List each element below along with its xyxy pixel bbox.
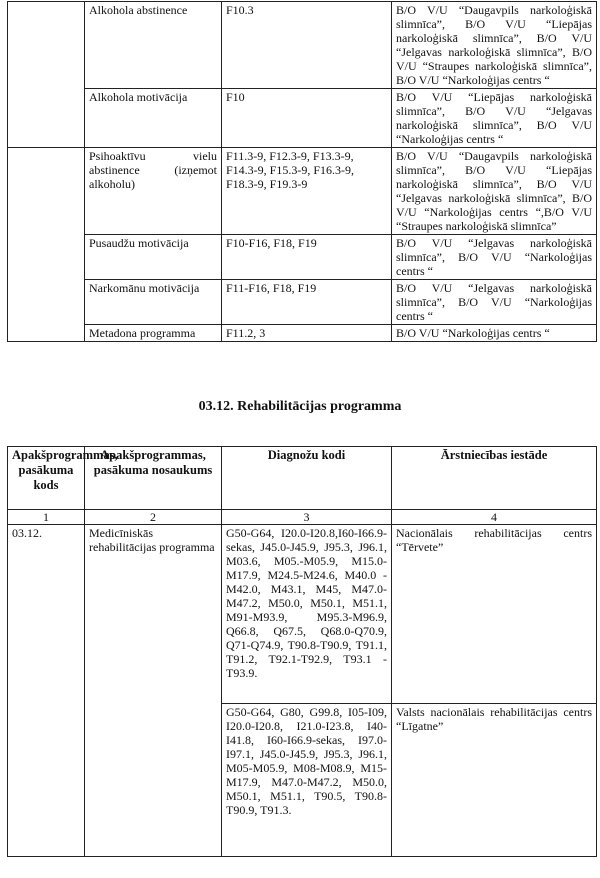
number-row: [8, 510, 597, 525]
diagnosis-codes: F10-F16, F18, F19: [222, 235, 392, 280]
facility-name: B/O V/U “Jelgavas narkoloģiskā slimnīca”, B/O V/U “Narkoloģijas centrs “: [392, 280, 597, 325]
rehabilitation-table: [7, 446, 597, 857]
program-name: Alkohola abstinence: [85, 2, 222, 89]
empty-code-cell: [8, 89, 85, 148]
col-number: 1: [8, 510, 85, 525]
table-row: [8, 280, 597, 325]
program-name: Pusaudžu motivācija: [85, 235, 222, 280]
table-row: [8, 2, 597, 89]
header-name: Apakšprogrammas, pasākuma nosaukums: [85, 447, 222, 510]
empty-code-cell: [8, 235, 85, 280]
diagnosis-codes: F10.3: [222, 2, 392, 89]
diagnosis-codes: F11.3-9, F12.3-9, F13.3-9, F14.3-9, F15.3-9, F16.3-9, F18.3-9, F19.3-9: [222, 148, 392, 235]
empty-code-cell: [8, 2, 85, 89]
facility-name: B/O V/U “Jelgavas narkoloģiskā slimnīca”, B/O V/U “Narkoloģijas centrs “: [392, 235, 597, 280]
section-heading: 03.12. Rehabilitācijas programma: [198, 399, 402, 414]
table-row: [8, 325, 597, 342]
facility-name: B/O V/U “Liepājas narkoloģiskā slimnīca”, B/O V/U “Jelgavas narkoloģiskā slimnīca”, B/O V/U “Narkoloģijas centrs “: [392, 89, 597, 148]
program-name: Medicīniskās rehabilitācijas programma: [85, 525, 222, 857]
diagnosis-codes: F10: [222, 89, 392, 148]
diagnosis-codes: G50-G64, G80, G99.8, I05-I09, I20.0-I20.8, I21.0-I23.8, I40-I41.8, I60-I66.9-sekas, I97.0-I97.1, J45.0-J45.9, J95.3, J96.1, M05-M05.9, M08-M08.9, M15-M17.9, M47.0-M47.2, M50.0, M50.1, M51.1, T90.5, T90.8-T90.9, T91.3.: [222, 704, 392, 857]
treatment-table: [7, 1, 597, 342]
col-number: 4: [392, 510, 597, 525]
col-number: 2: [85, 510, 222, 525]
facility-name: Valsts nacionālais rehabilitācijas centrs “Līgatne”: [392, 704, 597, 857]
header-row: [8, 447, 597, 510]
program-code: 03.12.: [8, 525, 85, 857]
program-name: Psihoaktīvu vielu abstinence (izņemot alkoholu): [85, 148, 222, 235]
diagnosis-codes: F11-F16, F18, F19: [222, 280, 392, 325]
diagnosis-codes: F11.2, 3: [222, 325, 392, 342]
header-code: Apakšprogrammas, pasākuma kods: [8, 447, 85, 510]
empty-code-cell: [8, 148, 85, 235]
facility-name: B/O V/U “Daugavpils narkoloģiskā slimnīca”, B/O V/U “Liepājas narkoloģiskā slimnīca”, B/O V/U “Jelgavas narkoloģiskā slimnīca”, B/O V/U “Narkoloģijas centrs “,B/O V/U “Straupes narkoloģiskā slimnīca”: [392, 148, 597, 235]
header-facility: Ārstniecības iestāde: [392, 447, 597, 510]
empty-code-cell: [8, 325, 85, 342]
col-number: 3: [222, 510, 392, 525]
facility-name: B/O V/U “Daugavpils narkoloģiskā slimnīca”, B/O V/U “Liepājas narkoloģiskā slimnīca”, B/O V/U “Jelgavas narkoloģiskā slimnīca”, B/O V/U “Straupes narkoloģiskā slimnīca”, B/O V/U “Narkoloģijas centrs “: [392, 2, 597, 89]
table-row: [8, 89, 597, 148]
table-row: [8, 525, 597, 704]
program-name: Metadona programma: [85, 325, 222, 342]
table-row: [8, 235, 597, 280]
program-name: Alkohola motivācija: [85, 89, 222, 148]
facility-name: Nacionālais rehabilitācijas centrs “Tērvete”: [392, 525, 597, 704]
table-row: [8, 148, 597, 235]
facility-name: B/O V/U “Narkoloģijas centrs “: [392, 325, 597, 342]
empty-code-cell: [8, 280, 85, 325]
header-codes: Diagnožu kodi: [222, 447, 392, 510]
program-name: Narkomānu motivācija: [85, 280, 222, 325]
diagnosis-codes: G50-G64, I20.0-I20.8,I60-I66.9-sekas, J45.0-J45.9, J95.3, J96.1, M03.6, M05.-M05.9, M15.0-M17.9, M24.5-M24.6, M40.0 - M42.0, M43.1, M45, M47.0-M47.2, M50.0, M50.1, M51.1, M91-M93.9, M95.3-M96.9, Q66.8, Q67.5, Q68.0-Q70.9, Q71-Q74.9, T90.8-T90.9, T91.1, T91.2, T92.1-T92.9, T93.1 - T93.9.: [222, 525, 392, 704]
